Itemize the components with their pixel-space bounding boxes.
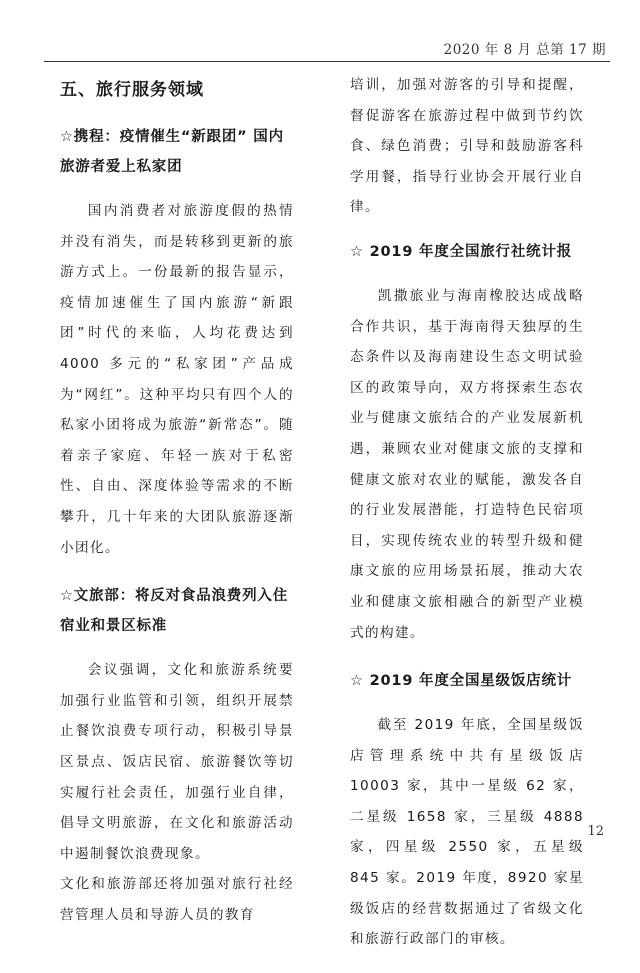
- article-body-star-hotel: [350, 710, 584, 955]
- article-body-mct-cont-text: 文化和旅游部还将加强对旅行社经营管理人员和导游人员的教育: [60, 876, 294, 923]
- article-heading-star-hotel: ☆ 2019 年度全国星级饭店统计: [350, 673, 573, 690]
- article-body-star-hotel-text: 截至 2019 年底，全国星级饭店管理系统中共有星级饭店 10003 家，其中一星级 62 家，二星级 1658 家，三星级 4888 家，四星级 2550 家，五星级 845 家。2019 年度，8920 家星级饭店的经营数据通过了省级文化和旅游行政部门的审核。: [350, 717, 584, 948]
- article-body-travel-agency: [350, 281, 584, 648]
- article-heading-ctrip: ☆携程：疫情催生“新跟团” 国内旅游者爱上私家团: [60, 129, 284, 175]
- article-heading-travel-agency: ☆ 2019 年度全国旅行社统计报: [350, 243, 573, 260]
- right-column: [350, 70, 584, 973]
- article-body-mct-cont: [60, 869, 294, 930]
- article-body-mct: [60, 655, 294, 869]
- article-body-mct-text: 会议强调，文化和旅游系统要加强行业监管和引领，组织开展禁止餐饮浪费专项行动，积极引导景区景点、饭店民宿、旅游餐饮等切实履行社会责任，加强行业自律，倡导文明旅游，在文化和旅游活动中遏制餐饮浪费现象。: [60, 662, 294, 862]
- article-heading-mct: ☆文旅部：将反对食品浪费列入住宿业和景区标准: [60, 588, 288, 635]
- page-number: 12: [587, 824, 604, 839]
- issue-info: 2020 年 8 月 总第 17 期: [443, 42, 606, 58]
- article-body-ctrip: [60, 196, 294, 563]
- continuation-text: 培训，加强对游客的引导和提醒，督促游客在旅游过程中做到节约饮食、绿色消费；引导和鼓励游客科学用餐，指导行业协会开展行业自律。: [350, 77, 584, 216]
- section-title: 五、旅行服务领域: [60, 80, 204, 100]
- header-divider: [44, 61, 610, 62]
- continuation-paragraph: [350, 70, 584, 223]
- article-body-ctrip-text: 国内消费者对旅游度假的热情并没有消失，而是转移到更新的旅游方式上。一份最新的报告显示，疫情加速催生了国内旅游“新跟团”时代的来临，人均花费达到 4000 多元的“私家团”产品成为“网红”。这种平均只有四个人的私家小团将成为旅游“新常态”。随着亲子家庭、年轻一族对于私密性、自由、深度体验等需求的不断攀升，几十年来的大团队旅游逐渐小团化。: [60, 203, 294, 556]
- left-column: [60, 70, 294, 948]
- article-body-travel-agency-text: 凯撒旅业与海南橡胶达成战略合作共识，基于海南得天独厚的生态条件以及海南建设生态文明试验区的政策导向，双方将探索生态农业与健康文旅结合的产业发展新机遇，兼顾农业对健康文旅的支撑和健康文旅对农业的赋能，激发各自的行业发展潜能，打造特色民宿项目，实现传统农业的转型升级和健康文旅的应用场景拓展，推动大农业和健康文旅相融合的新型产业模式的构建。: [350, 287, 584, 641]
